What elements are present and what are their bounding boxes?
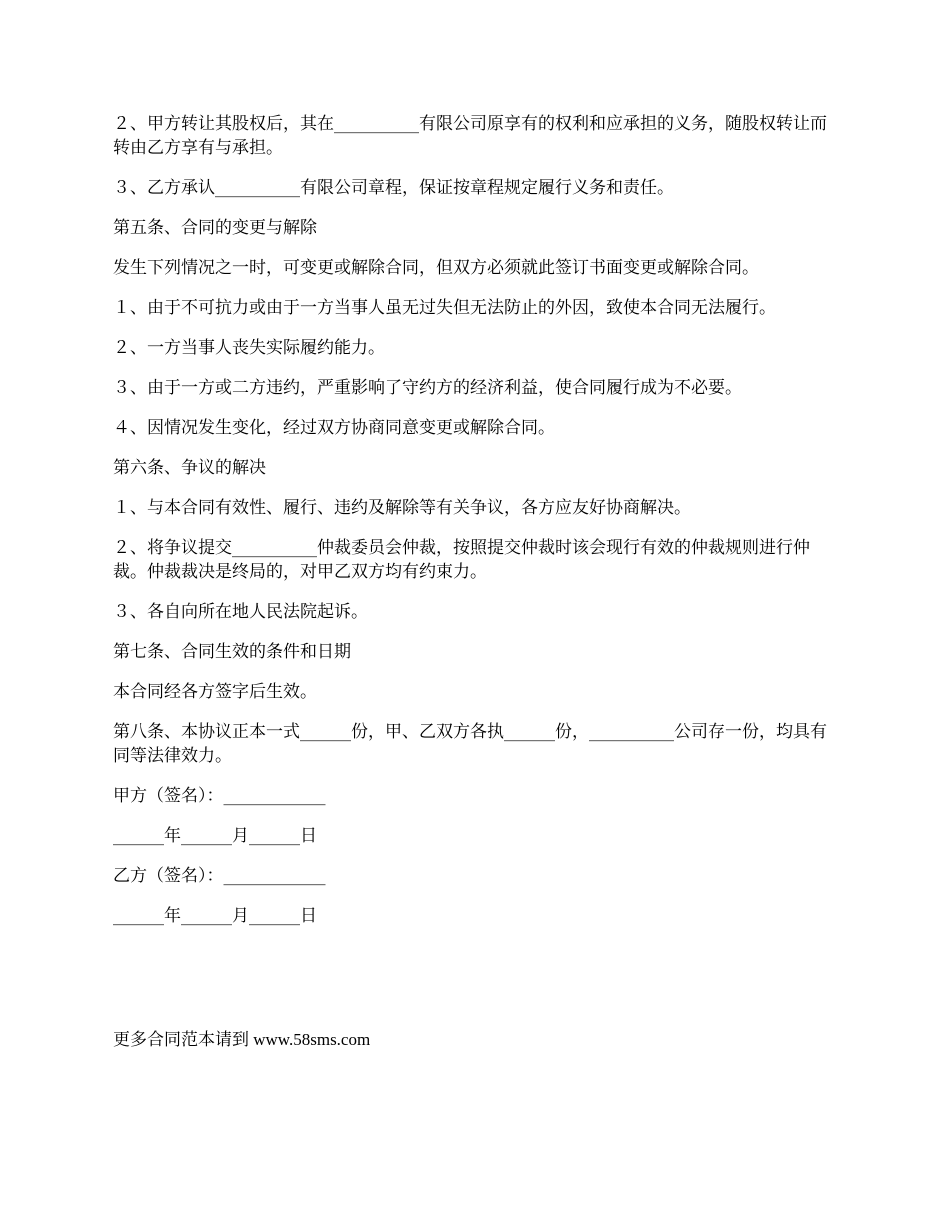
clause-4-item-3: ３、乙方承认__________有限公司章程，保证按章程规定履行义务和责任。 <box>113 178 674 198</box>
footer-link-text: 更多合同范本请到 www.58sms.com <box>113 1030 371 1049</box>
party-a-date-line: ______年______月______日 <box>113 826 317 846</box>
article-5-item-4: ４、因情况发生变化，经过双方协商同意变更或解除合同。 <box>113 418 555 438</box>
article-6-item-2: ２、将争议提交__________仲裁委员会仲裁，按照提交仲裁时该会现行有效的仲裁规则进行仲裁。仲裁裁决是终局的，对甲乙双方均有约束力。 <box>113 538 810 582</box>
article-7-heading: 第七条、合同生效的条件和日期 <box>113 642 351 662</box>
article-6-item-1: １、与本合同有效性、履行、违约及解除等有关争议，各方应友好协商解决。 <box>113 498 691 518</box>
article-8-text: 第八条、本协议正本一式______份，甲、乙双方各执______份，__________公司存一份，均具有同等法律效力。 <box>113 722 827 766</box>
article-5-item-3: ３、由于一方或二方违约，严重影响了守约方的经济利益，使合同履行成为不必要。 <box>113 378 742 398</box>
article-6-item-3: ３、各自向所在地人民法院起诉。 <box>113 602 368 622</box>
article-5-item-2: ２、一方当事人丧失实际履约能力。 <box>113 338 385 358</box>
party-a-signature-line: 甲方（签名）：____________ <box>113 786 326 806</box>
article-7-text: 本合同经各方签字后生效。 <box>113 682 317 702</box>
article-6-heading: 第六条、争议的解决 <box>113 458 266 478</box>
party-b-signature-line: 乙方（签名）：____________ <box>113 866 326 886</box>
article-5-intro: 发生下列情况之一时，可变更或解除合同，但双方必须就此签订书面变更或解除合同。 <box>113 258 759 278</box>
clause-4-item-2: ２、甲方转让其股权后，其在__________有限公司原享有的权利和应承担的义务，随股权转让而转由乙方享有与承担。 <box>113 114 827 158</box>
article-5-heading: 第五条、合同的变更与解除 <box>113 218 317 238</box>
party-b-date-line: ______年______月______日 <box>113 906 317 926</box>
article-5-item-1: １、由于不可抗力或由于一方当事人虽无过失但无法防止的外因，致使本合同无法履行。 <box>113 298 776 318</box>
